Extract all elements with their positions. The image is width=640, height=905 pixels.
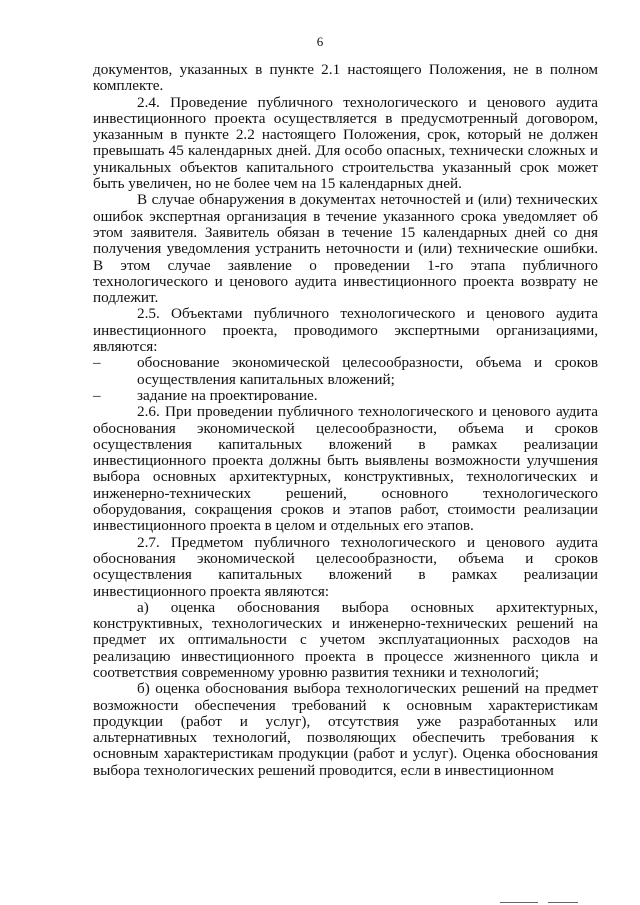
scan-edge-mark	[548, 902, 578, 903]
scan-edge-mark	[500, 902, 538, 903]
list-item-design-assignment	[93, 388, 598, 404]
paragraph-errors-notice: В случае обнаружения в документах неточностей и (или) технических ошибок экспертная организация в течение указанного срока уведомляет об этом заявителя. Заявитель обязан в течение 15 календарных дней со дня получения уведомления устранить неточности и (или) технические ошибки. В этом случае заявление о проведении 1-го этапа публичного технологического и ценового аудита инвестиционного проекта возврату не подлежит.	[93, 191, 598, 307]
paragraph-2-5: 2.5. Объектами публичного технологического и ценового аудита инвестиционного проекта, проводимого экспертными организациями, являются:	[93, 305, 598, 356]
list-item-text: обоснование экономической целесообразности, объема и сроков осуществления капитальных вложений;	[137, 354, 598, 388]
paragraph-continuation: документов, указанных в пункте 2.1 настоящего Положения, не в полном комплекте.	[93, 61, 598, 95]
paragraph-item-b: б) оценка обоснования выбора технологических решений на предмет возможности обеспечения требований к основным характеристикам продукции (работ и услуг), отсутствия уже разработанных или альтернативных технологий, позволяющих обеспечить требования к основным характеристикам продукции (работ и услуг). Оценка обоснования выбора технологических решений проводится, если в инвестиционном	[93, 680, 598, 779]
list-item-justification	[93, 355, 598, 388]
list-dash-marker: –	[93, 386, 101, 404]
list-dash-marker: –	[93, 354, 101, 372]
paragraph-2-7: 2.7. Предметом публичного технологического и ценового аудита обоснования экономической целесообразности, объема и сроков осуществления капитальных вложений в рамках реализации инвестиционного проекта являются:	[93, 533, 598, 600]
document-body	[93, 62, 598, 779]
paragraph-item-a: а) оценка обоснования выбора основных архитектурных, конструктивных, технологических и инженерно-технических решений на предмет их оптимальности с учетом эксплуатационных расходов на реализацию инвестиционного проекта в процессе жизненного цикла и соответствия современному уровню развития техники и технологий;	[93, 598, 598, 681]
paragraph-2-4: 2.4. Проведение публичного технологического и ценового аудита инвестиционного проекта осуществляется в предусмотренный договором, указанным в пункте 2.2 настоящего Положения, срок, который не должен превышать 45 календарных дней. Для особо опасных, технически сложных и уникальных объектов капитального строительства указанный срок может быть увеличен, но не более чем на 15 календарных дней.	[93, 93, 598, 193]
list-item-text: задание на проектирование.	[137, 386, 318, 404]
page-number: 6	[316, 34, 324, 49]
paragraph-2-6: 2.6. При проведении публичного технологического и ценового аудита обоснования экономической целесообразности, объема и сроков осуществления капитальных вложений в рамках реализации инвестиционного проекта должны быть выявлены возможности улучшения выбора основных архитектурных, конструктивных, технологических и инженерно-технических решений, основного технологического оборудования, сокращения сроков и этапов работ, стоимости реализации инвестиционного проекта в целом и отдельных его этапов.	[93, 403, 598, 535]
